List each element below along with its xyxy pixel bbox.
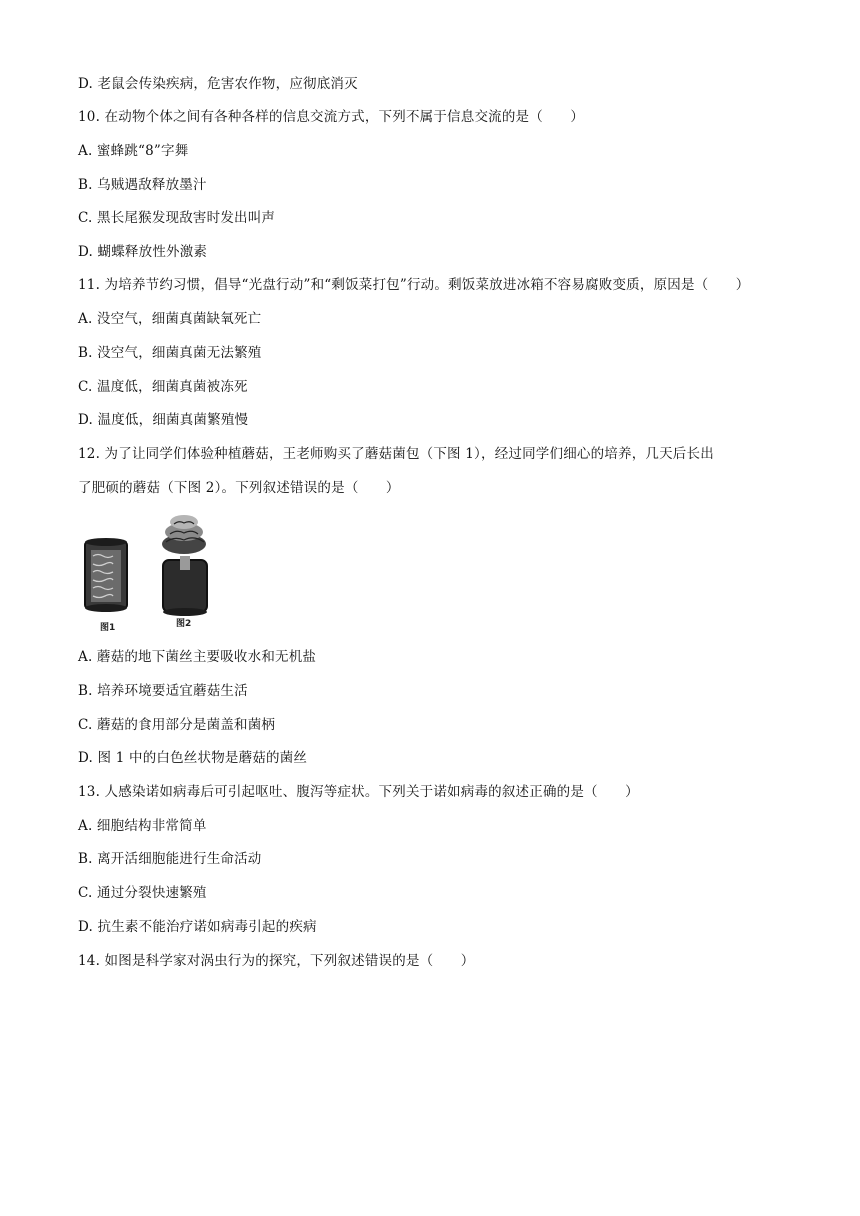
- figure-2-caption: 图2: [176, 619, 192, 629]
- mushroom-illustration: [80, 512, 230, 634]
- q11-option-d: D. 温度低，细菌真菌繁殖慢: [78, 412, 249, 428]
- q13-stem: 13. 人感染诺如病毒后可引起呕吐、腹泻等症状。下列关于诺如病毒的叙述正确的是（ ）: [78, 784, 639, 800]
- figure-1-caption: 图1: [100, 623, 116, 633]
- q9-option-d: D. 老鼠会传染疾病，危害农作物，应彻底消灭: [78, 76, 358, 92]
- q10-option-c: C. 黑长尾猴发现敌害时发出叫声: [78, 210, 276, 226]
- q12-option-a: A. 蘑菇的地下菌丝主要吸收水和无机盐: [78, 649, 317, 665]
- q14-stem: 14. 如图是科学家对涡虫行为的探究，下列叙述错误的是（ ）: [78, 953, 475, 969]
- spawn-bag-drawing: [85, 538, 127, 612]
- q10-option-d: D. 蝴蝶释放性外激素: [78, 244, 208, 260]
- q13-option-c: C. 通过分裂快速繁殖: [78, 885, 207, 901]
- q11-option-a: A. 没空气，细菌真菌缺氧死亡: [78, 311, 262, 327]
- grown-mushroom-drawing: [162, 515, 207, 616]
- q10-stem: 10. 在动物个体之间有各种各样的信息交流方式，下列不属于信息交流的是（ ）: [78, 109, 585, 125]
- q11-option-b: B. 没空气，细菌真菌无法繁殖: [78, 345, 262, 361]
- q11-stem: 11. 为培养节约习惯，倡导“光盘行动”和“剩饭菜打包”行动。剩饭菜放进冰箱不容易腐败变质，原因是（ ）: [78, 277, 750, 293]
- q12-stem-line2: 了肥硕的蘑菇（下图 2）。下列叙述错误的是（ ）: [78, 480, 400, 496]
- q12-option-b: B. 培养环境要适宜蘑菇生活: [78, 683, 248, 699]
- q10-option-b: B. 乌贼遇敌释放墨汁: [78, 177, 207, 193]
- q13-option-b: B. 离开活细胞能进行生命活动: [78, 851, 262, 867]
- q12-option-c: C. 蘑菇的食用部分是菌盖和菌柄: [78, 717, 276, 733]
- q11-option-c: C. 温度低，细菌真菌被冻死: [78, 379, 248, 395]
- q13-option-d: D. 抗生素不能治疗诺如病毒引起的疾病: [78, 919, 317, 935]
- q13-option-a: A. 细胞结构非常简单: [78, 818, 207, 834]
- q10-option-a: A. 蜜蜂跳“8”字舞: [78, 143, 189, 159]
- q12-stem-line1: 12. 为了让同学们体验种植蘑菇，王老师购买了蘑菇菌包（下图 1），经过同学们细心的培养，几天后长出: [78, 446, 714, 462]
- q12-option-d: D. 图 1 中的白色丝状物是蘑菇的菌丝: [78, 750, 308, 766]
- mushroom-figure: [80, 512, 230, 634]
